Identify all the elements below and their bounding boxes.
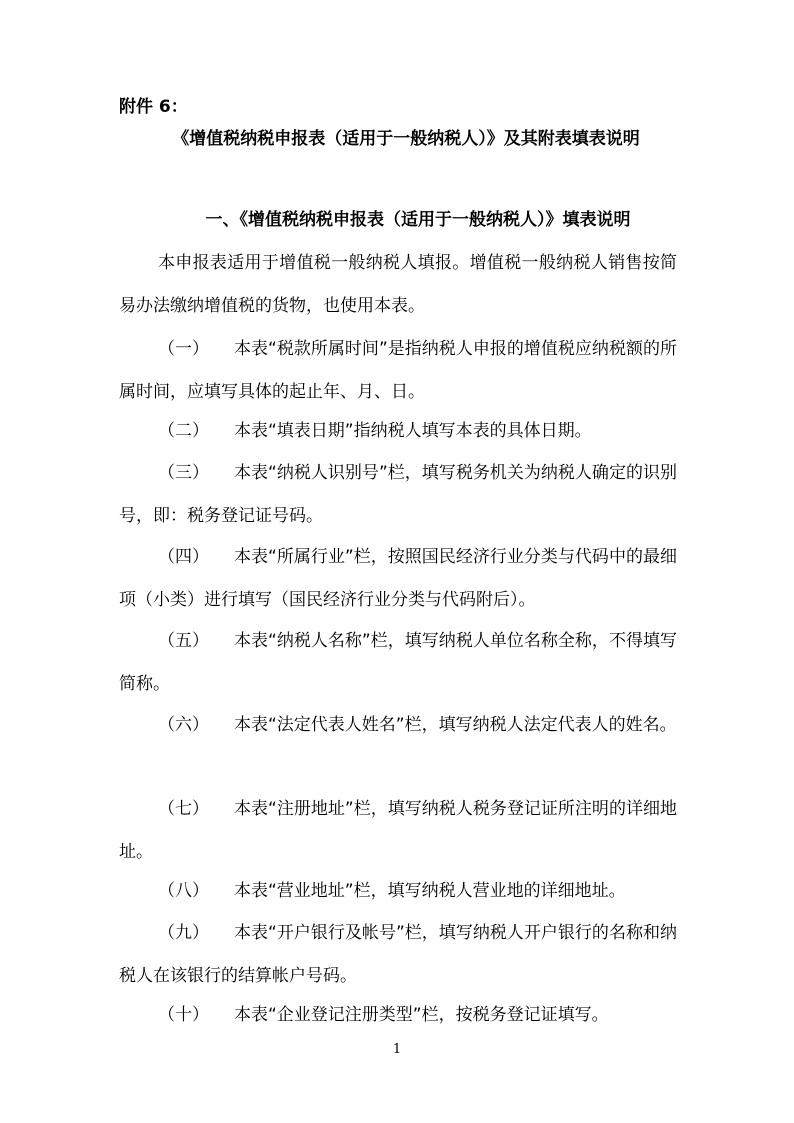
item-text: 本表“企业登记注册类型”栏，按税务登记证填写。: [234, 1005, 609, 1025]
section-heading: 一、《增值税纳税申报表（适用于一般纳税人）》填表说明: [205, 210, 631, 230]
list-item: [119, 704, 677, 747]
item-number: （二）: [158, 421, 209, 441]
list-item: [119, 994, 677, 1037]
item-text: 本表“纳税人名称”栏，填写纳税人单位名称全称，不得填写简称。: [119, 631, 677, 694]
item-number: （六）: [158, 715, 209, 735]
item-number: （九）: [158, 923, 209, 943]
item-text: 本表“填表日期”指纳税人填写本表的具体日期。: [234, 421, 592, 441]
list-item: [119, 788, 677, 874]
list-item: [119, 870, 677, 913]
page-number: 1: [392, 1042, 402, 1057]
attachment-label: 附件 6：: [119, 97, 188, 117]
list-item: [119, 452, 677, 538]
list-item: [119, 328, 677, 414]
item-text: 本表“纳税人识别号”栏，填写税务机关为纳税人确定的识别号，即：税务登记证号码。: [119, 463, 677, 526]
item-number: （五）: [158, 631, 209, 651]
item-text: 本表“注册地址”栏，填写纳税人税务登记证所注明的详细地址。: [119, 799, 677, 862]
item-number: （十）: [158, 1005, 209, 1025]
list-item: [119, 536, 677, 622]
item-text: 本表“法定代表人姓名”栏，填写纳税人法定代表人的姓名。: [234, 715, 677, 735]
item-number: （一）: [158, 339, 209, 359]
intro-paragraph: 本申报表适用于增值税一般纳税人填报。增值税一般纳税人销售按简易办法缴纳增值税的货物，也使用本表。: [119, 253, 677, 316]
list-item: [119, 410, 677, 453]
item-text: 本表“税款所属时间”是指纳税人申报的增值税应纳税额的所属时间，应填写具体的起止年、月、日。: [119, 339, 677, 402]
item-text: 本表“所属行业”栏，按照国民经济行业分类与代码中的最细项（小类）进行填写（国民经济行业分类与代码附后）。: [119, 547, 677, 610]
item-text: 本表“开户银行及帐号”栏，填写纳税人开户银行的名称和纳税人在该银行的结算帐户号码。: [119, 923, 677, 986]
item-number: （八）: [158, 881, 209, 901]
item-number: （四）: [158, 547, 209, 567]
item-text: 本表“营业地址”栏，填写纳税人营业地的详细地址。: [234, 881, 626, 901]
document-title: 《增值税纳税申报表（适用于一般纳税人）》及其附表填表说明: [172, 129, 640, 149]
item-number: （三）: [158, 463, 209, 483]
list-item: [119, 912, 677, 998]
item-number: （七）: [158, 799, 209, 819]
list-item: [119, 620, 677, 706]
